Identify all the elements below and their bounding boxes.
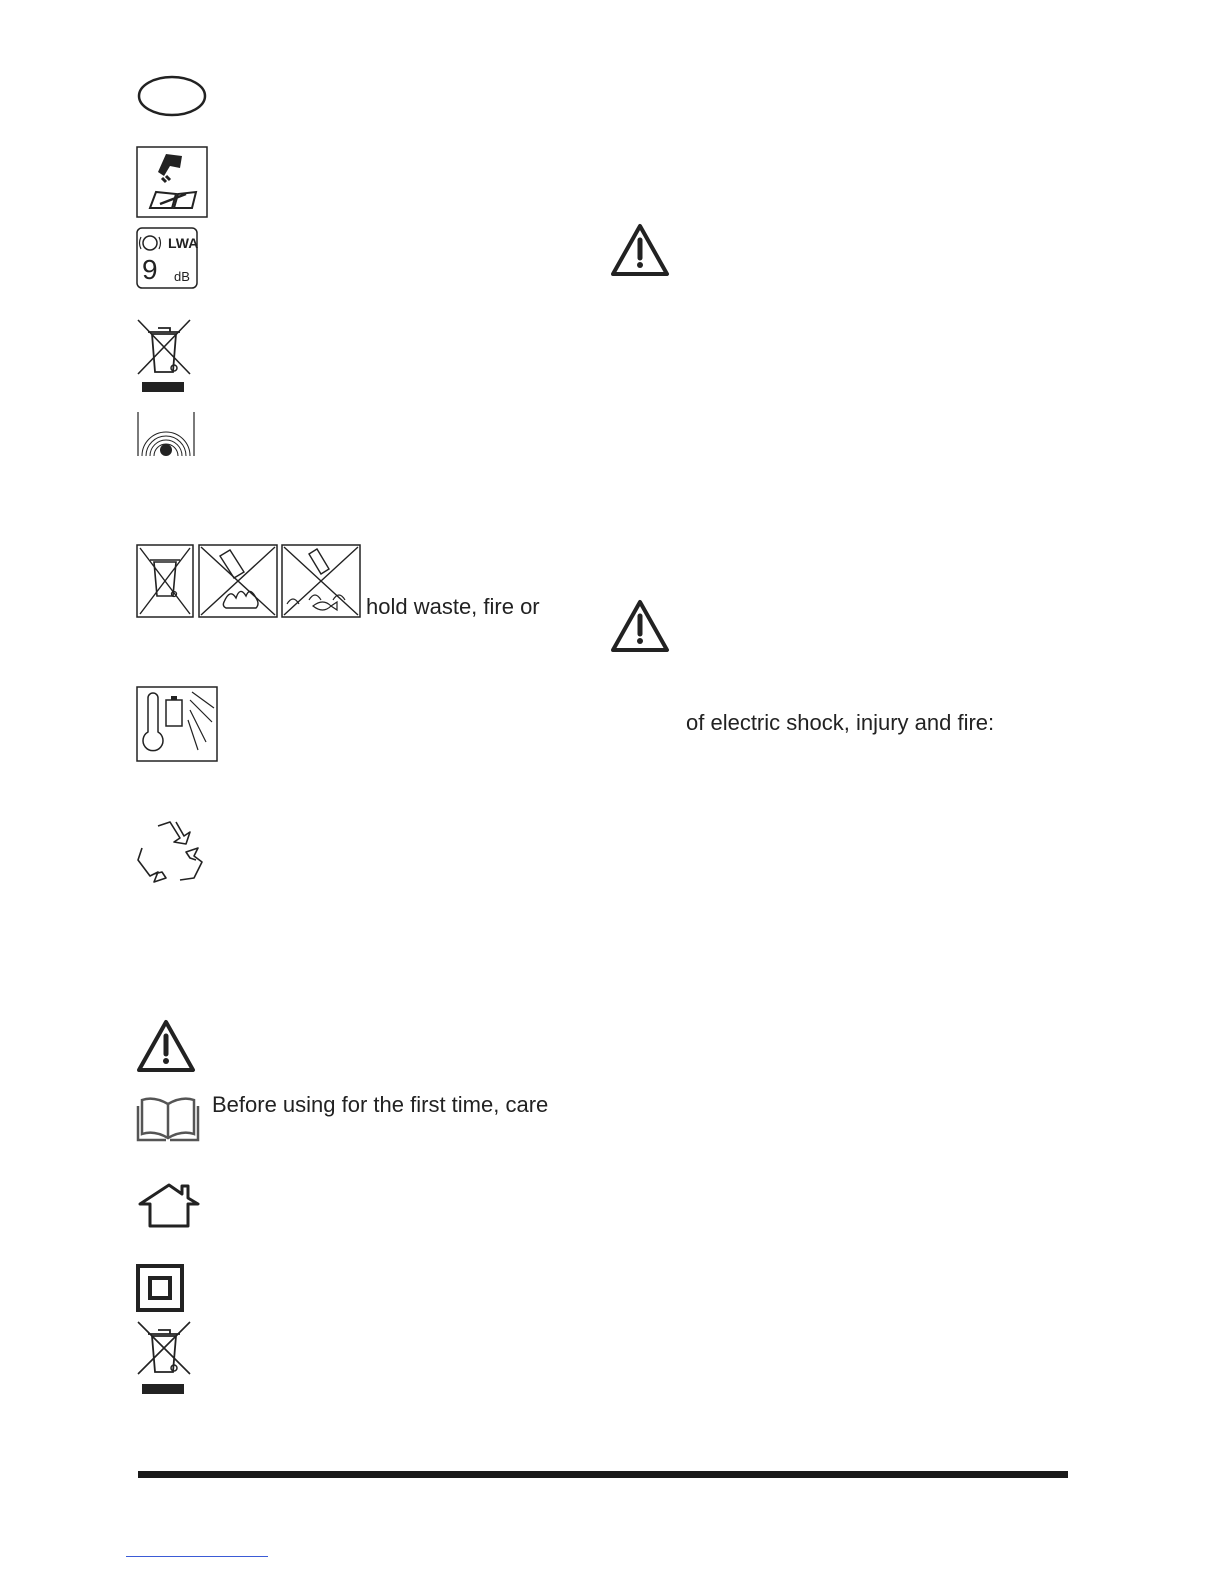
noise-level-icon bbox=[136, 227, 198, 289]
read-manual-icon bbox=[136, 1094, 200, 1144]
read-manual-text: Before using for the first time, care bbox=[212, 1092, 549, 1117]
warning-triangle-icon bbox=[610, 598, 670, 654]
footer-link-underline[interactable] bbox=[126, 1556, 268, 1557]
indoor-use-icon bbox=[136, 1182, 202, 1228]
weee-bin-icon bbox=[136, 318, 192, 396]
recycle-icon bbox=[136, 818, 204, 884]
oval-badge-icon bbox=[136, 74, 208, 118]
noise-lwa-label: LWA bbox=[168, 235, 199, 251]
no-household-waste-icon bbox=[136, 544, 194, 618]
no-fire-icon bbox=[198, 544, 278, 618]
no-water-icon bbox=[281, 544, 361, 618]
footer-rule bbox=[138, 1471, 1068, 1478]
temperature-sun-icon bbox=[136, 686, 218, 762]
electric-shock-warning-text: of electric shock, injury and fire: bbox=[686, 710, 995, 735]
battery-disposal-text: hold waste, fire or bbox=[366, 594, 540, 619]
noise-value: 9 bbox=[142, 254, 158, 285]
warning-triangle-icon bbox=[610, 222, 670, 278]
radius-disc-icon bbox=[136, 412, 198, 458]
manual-wrench-icon bbox=[136, 146, 208, 218]
weee-bin-icon bbox=[136, 1320, 192, 1396]
double-insulation-icon bbox=[136, 1264, 184, 1312]
noise-unit: dB bbox=[174, 269, 190, 284]
warning-triangle-icon bbox=[136, 1018, 196, 1074]
